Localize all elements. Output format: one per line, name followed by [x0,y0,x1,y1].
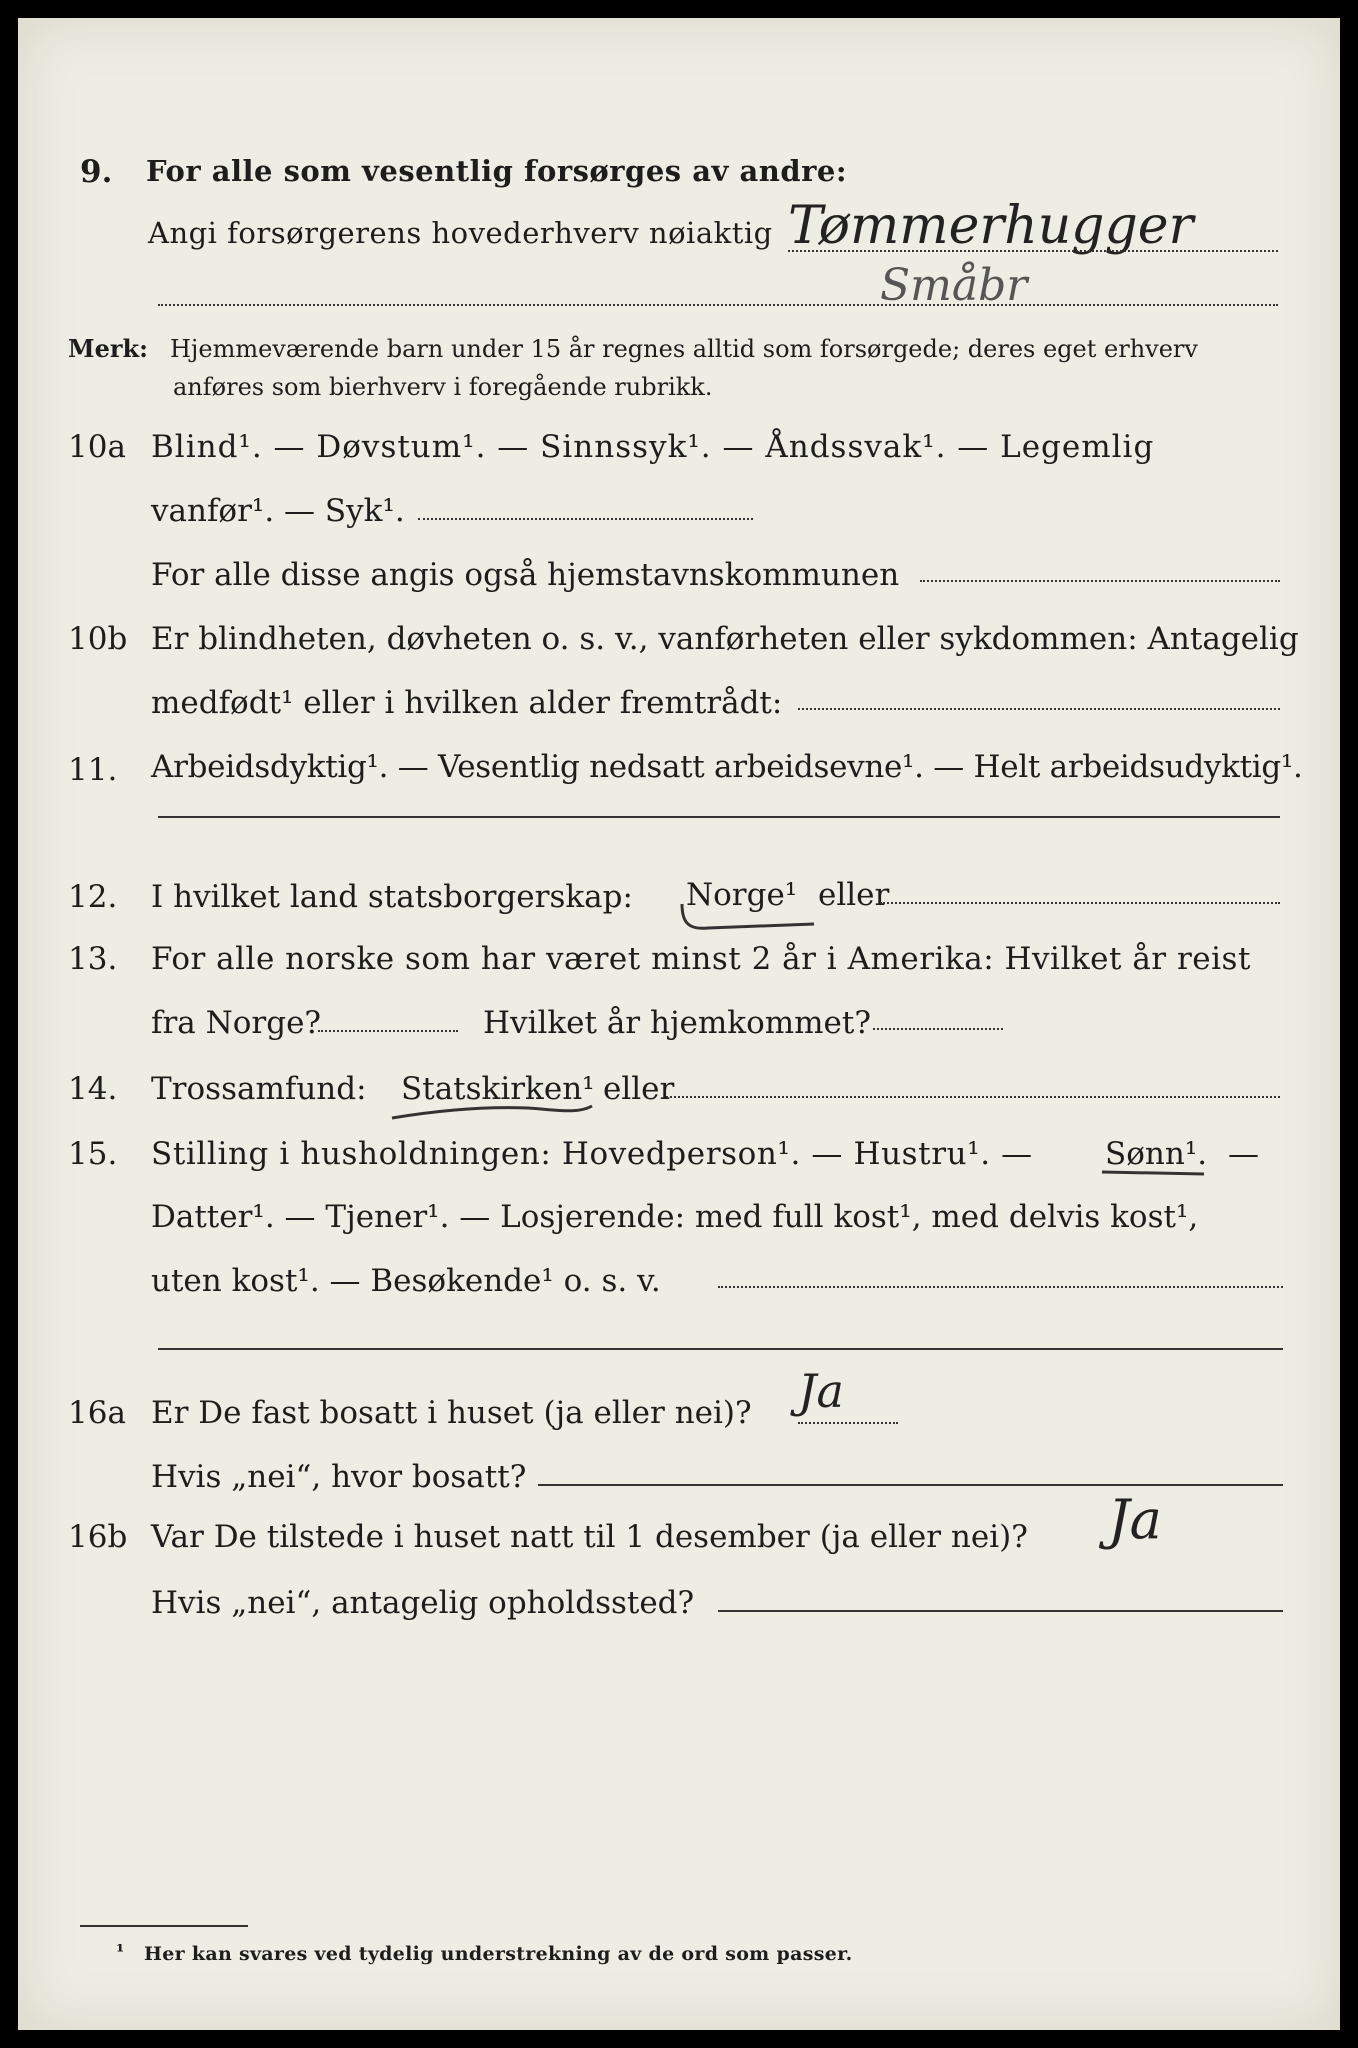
q13-return-line [873,1028,1003,1030]
q11-answer-line [158,816,1280,818]
q9-line2: Angi forsørgerens hovederhverv nøiaktig [148,216,773,250]
q16a-line1: Er De fast bosatt i huset (ja eller nei)? [151,1395,752,1431]
q12-eller: eller [818,877,890,913]
q16a-number: 16a [68,1395,126,1431]
q10a-line1: Blind¹. — Døvstum¹. — Sinnssyk¹. — Åndssvak¹. — Legemlig [151,429,1155,465]
q10a-line3: For alle disse angis også hjemstavnskommunen [151,557,900,593]
q16a-line2: Hvis „nei“, hvor bosatt? [151,1459,527,1495]
q10b-answer-line [798,708,1280,710]
q15-line1a: Stilling i husholdningen: Hovedperson¹. — Hustru¹. — [151,1136,1033,1172]
q15-sonn-option: Sønn¹. [1105,1136,1208,1172]
q13-number: 13. [68,941,118,977]
q13-line2a: fra Norge? [151,1005,322,1041]
q15-number: 15. [68,1136,118,1172]
q13-departure-line [318,1030,458,1032]
q10b-number: 10b [68,621,128,657]
merk-line2: anføres som bierhverv i foregående rubrikk. [173,373,713,401]
q16a-answer-line [798,1422,898,1424]
q11-line1: Arbeidsdyktig¹. — Vesentlig nedsatt arbeidsevne¹. — Helt arbeidsudyktig¹. [151,749,1303,785]
q10b-line2: medfødt¹ eller i hvilken alder fremtrådt: [151,685,783,721]
q14-answer-line [666,1096,1280,1098]
q16b-line2: Hvis „nei“, antagelig opholdssted? [151,1585,695,1621]
footnote-mark: ¹ [116,1941,125,1963]
q15-answer-line-2 [158,1348,1283,1350]
q16a-handwritten-answer: Ja [798,1364,844,1418]
q14-statskirken-option: Statskirken¹ [401,1071,595,1107]
q13-line2b: Hvilket år hjemkommet? [483,1005,871,1041]
q15-line3: uten kost¹. — Besøkende¹ o. s. v. [151,1263,661,1299]
footnote-rule [80,1925,248,1927]
q9-line1: For alle som vesentlig forsørges av andre: [146,154,848,188]
q11-number: 11. [68,752,118,788]
q16b-line1: Var De tilstede i huset natt til 1 desember (ja eller nei)? [151,1519,1028,1555]
q9-number: 9. [80,154,113,190]
q9-handwritten-answer-2: Småbr [880,260,1028,311]
census-form-page [18,18,1340,2030]
q16a-address-line [538,1484,1283,1486]
q13-line1: For alle norske som har været minst 2 år i Amerika: Hvilket år reist [151,941,1251,977]
q10a-answer-line [418,518,753,520]
q9-answer-line-2 [158,304,1278,306]
q15-dash: — [1228,1136,1259,1172]
q15-handwritten-underline [1100,1166,1210,1180]
q10b-line1: Er blindheten, døvheten o. s. v., vanførheten eller sykdommen: Antagelig [151,621,1299,657]
q14-handwritten-underline [388,1098,598,1134]
q12-norge-option: Norge¹ [686,877,798,913]
q14-eller: eller [603,1071,675,1107]
merk-label: Merk: [68,334,148,363]
q15-answer-line [718,1286,1283,1288]
q14-line1: Trossamfund: [151,1071,367,1107]
q16b-location-line [718,1610,1283,1612]
q10a-number: 10a [68,429,126,465]
q9-handwritten-answer: Tømmerhugger [788,196,1194,256]
q12-handwritten-underline [678,898,818,938]
q16b-number: 16b [68,1519,128,1555]
q12-line1: I hvilket land statsborgerskap: [151,879,633,915]
footnote-text: Her kan svares ved tydelig understrekning av de ord som passer. [144,1943,853,1965]
q15-line2: Datter¹. — Tjener¹. — Losjerende: med full kost¹, med delvis kost¹, [151,1199,1199,1235]
q12-number: 12. [68,879,118,915]
q16b-handwritten-answer: Ja [1108,1488,1162,1551]
q14-number: 14. [68,1071,118,1107]
q10a-line2: vanfør¹. — Syk¹. [151,493,405,529]
q9-answer-line [788,250,1278,252]
merk-line1: Hjemmeværende barn under 15 år regnes alltid som forsørgede; deres eget erhverv [170,335,1198,363]
q12-answer-line [880,902,1280,904]
q10a-hometown-line [920,580,1280,582]
